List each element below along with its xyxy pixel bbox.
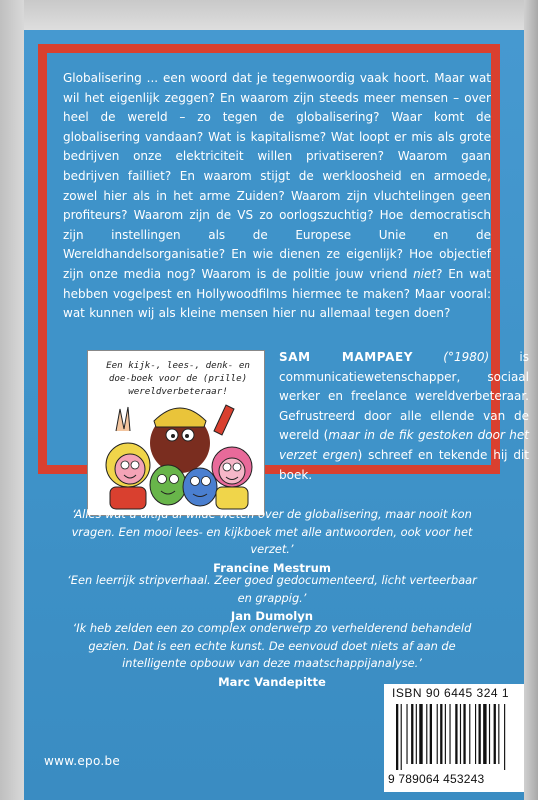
quote-author: Francine Mestrum: [213, 560, 331, 575]
intro-text-start: Globalisering ... een woord dat je tegenwoordig vaak hoort. Maar wat wil het eigenlijk zeggen? En waarom zijn steeds meer mensen – over heel de wereld – zo tegen de globalisering? Waar komt de globalisering vandaan? Wat is kapitalisme? Wat loopt er mis als grote bedrijven onze elektriciteit willen privatiseren? Waarom gaan bedrijven failliet? En waarom stijgt de werkloosheid en armoede, zowel hier als in het arme Zuiden? Waarom zijn vluchtelingen geen profiteurs? Waarom zijn de VS zo oorlogszuchtig? Hoe democratisch zijn instellingen als de Europese Unie en de Wereldhandelsorganisatie? En wie dienen ze eigenlijk? Hoe objectief zijn onze media nog? Waarom is de politie jouw vriend: [63, 71, 491, 281]
intro-emphasis: niet: [413, 266, 437, 281]
comic-caption: Een kijk-, lees-, denk- en doe-boek voor de (prille) wereldverbeteraar!: [106, 360, 250, 397]
barcode-bars: [396, 704, 514, 770]
comic-illustration-box: [87, 350, 265, 516]
barcode-bar: [489, 704, 490, 764]
blurb-frame: [38, 44, 529, 482]
author-bio-italic: maar in de fik gestoken door het verzet ergen: [279, 428, 529, 462]
barcode-bar: [494, 704, 496, 764]
author-birth-year: (°1980): [443, 350, 490, 364]
barcode-bar: [396, 704, 398, 770]
quote-text: ‘Een leerrijk stripverhaal. Zeer goed gedocumenteerd, licht verteerbaar en grappig.’: [67, 573, 477, 605]
barcode-bar: [437, 704, 438, 764]
quote-author: Jan Dumolyn: [230, 609, 314, 623]
isbn-number: ISBN 90 6445 324 1: [392, 686, 510, 700]
barcode-bar: [463, 704, 465, 764]
author-bio-part-2: ) schreef en tekende hij dit boek.: [279, 447, 529, 482]
barcode-bar: [430, 704, 432, 764]
barcode-digits: 9 789064 453243: [388, 772, 485, 786]
review-quote-1: [62, 506, 482, 577]
barcode-bar: [426, 704, 427, 764]
barcode-bar: [469, 704, 470, 764]
barcode-bar: [419, 704, 422, 764]
cartoon-characters-illustration: [94, 391, 260, 511]
review-quote-2: [62, 572, 482, 626]
blurb-inner: [47, 53, 529, 482]
barcode-bar: [479, 704, 481, 764]
quote-text: ‘Ik heb zelden een zo complex onderwerp zo verhelderend behandeld gezien. Dat is een echte kunst. De eenvoud doet niets af aan de intelligente opbouw van deze maatschappijanalyse.’: [72, 621, 472, 670]
barcode-bar: [455, 704, 457, 764]
barcode-bar: [483, 704, 486, 764]
barcode-bar: [416, 704, 417, 764]
barcode-bar: [401, 704, 402, 770]
barcode-bar: [411, 704, 413, 764]
barcode-label: [384, 684, 524, 792]
barcode-bar: [445, 704, 446, 764]
barcode-bar: [449, 704, 450, 764]
quote-text: ‘Alles wat u altijd al wilde weten over de globalisering, maar nooit kon vragen. Een mooi lees- en kijkboek met alle antwoorden, ook voor het verzet.’: [71, 507, 473, 556]
intro-paragraph: [63, 69, 491, 324]
barcode-bar: [406, 704, 407, 764]
author-bio: [279, 348, 529, 485]
barcode-bar: [504, 704, 505, 770]
barcode-bar: [498, 704, 499, 764]
book-spine-edge: [0, 0, 24, 800]
author-bio-part-1: is communicatiewetenschapper, sociaal werker en freelance wereldverbeteraar. Gefrustreerd door alle ellende van de wereld (: [279, 350, 529, 443]
author-name: SAM MAMPAEY: [279, 350, 414, 364]
barcode-bar: [440, 704, 442, 764]
quote-author: Marc Vandepitte: [218, 674, 326, 689]
barcode-bar: [460, 704, 461, 764]
review-quote-3: [62, 620, 482, 691]
publisher-website: www.epo.be: [44, 754, 121, 768]
barcode-bar: [475, 704, 476, 764]
intro-text-end: ? En wat hebben vogelpest en Hollywoodfilms hiermee te maken? Maar vooral: wat kunnen wij als kleine mensen hier nu allemaal tegen doen?: [63, 266, 491, 321]
book-top-edge: [0, 0, 538, 30]
